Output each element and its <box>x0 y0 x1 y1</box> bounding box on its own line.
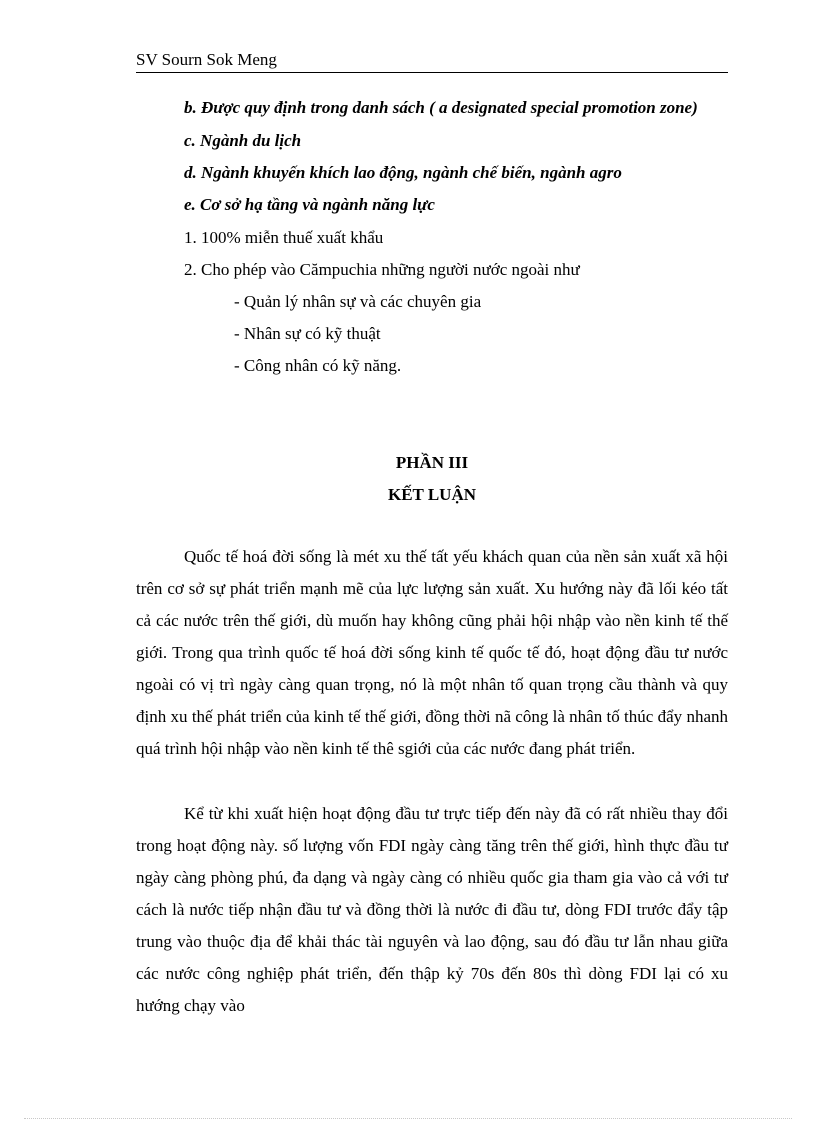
list-item-c: c. Ngành du lịch <box>184 131 302 150</box>
page-bottom-border <box>24 1118 792 1119</box>
list-item-e: e. Cơ sở hạ tầng và ngành năng lực <box>184 195 435 214</box>
list-item-1: 1. 100% miễn thuế xuất khẩu <box>184 228 384 247</box>
page-header: SV Sourn Sok Meng <box>136 50 728 73</box>
list-item-2: 2. Cho phép vào Cămpuchia những người nước ngoài như <box>184 260 580 279</box>
sublist-item: - Quản lý nhân sự và các chuyên gia <box>234 292 482 311</box>
list-item-b: b. Được quy định trong danh sách ( a designated special promotion zone) <box>184 98 698 117</box>
section-part: PHẦN III <box>395 453 469 472</box>
sublist-item: - Nhân sự có kỹ thuật <box>234 324 381 343</box>
section-title: KẾT LUẬN <box>387 485 476 504</box>
list-item-d: d. Ngành khuyến khích lao động, ngành chế biến, ngành agro <box>184 163 622 182</box>
paragraph: Quốc tế hoá đời sống là mét xu thế tất yếu khách quan của nền sản xuất xã hội trên cơ sở sự phát triển mạnh mẽ của lực lượng sản xuất. Xu hướng này đã lối kéo tất cả các nước trên thế giới, dù muốn hay không cũng phải hội nhập vào nền kinh tế thế giới. Trong qua trình quốc tế hoá đời sống kinh tế quốc tế đó, hoạt động đầu tư nước ngoài có vị trì ngày càng quan trọng, nó là một nhân tố quan trọng cầu thành và quy định xu thế phát triển của kinh tế thế giới, đồng thời nã công là nhân tố thúc đẩy nhanh quá trình hội nhập vào nền kinh tế thê sgiới của các nước đang phát triển. <box>136 547 728 758</box>
sublist-item: - Công nhân có kỹ năng. <box>234 356 402 375</box>
paragraph: Kể từ khi xuất hiện hoạt động đầu tư trực tiếp đến này đã có rất nhiều thay đổi trong hoạt động này. số lượng vốn FDI ngày càng tăng trên thế giới, hình thực đầu tư ngày càng phòng phú, đa dạng và ngày càng có nhiều quốc gia tham gia vào cả với tư cách là nước tiếp nhận đầu tư và đồng thời là nước đi đầu tư, dòng FDI trước đẩy tập trung vào thuộc địa để khải thác tài nguyên và lao động, sau đó đầu tư lẫn nhau giữa các nước công nghiệp phát triển, đến thập kỷ 70s đến 80s thì dòng FDI lại có xu hướng chạy vào <box>136 804 728 1015</box>
